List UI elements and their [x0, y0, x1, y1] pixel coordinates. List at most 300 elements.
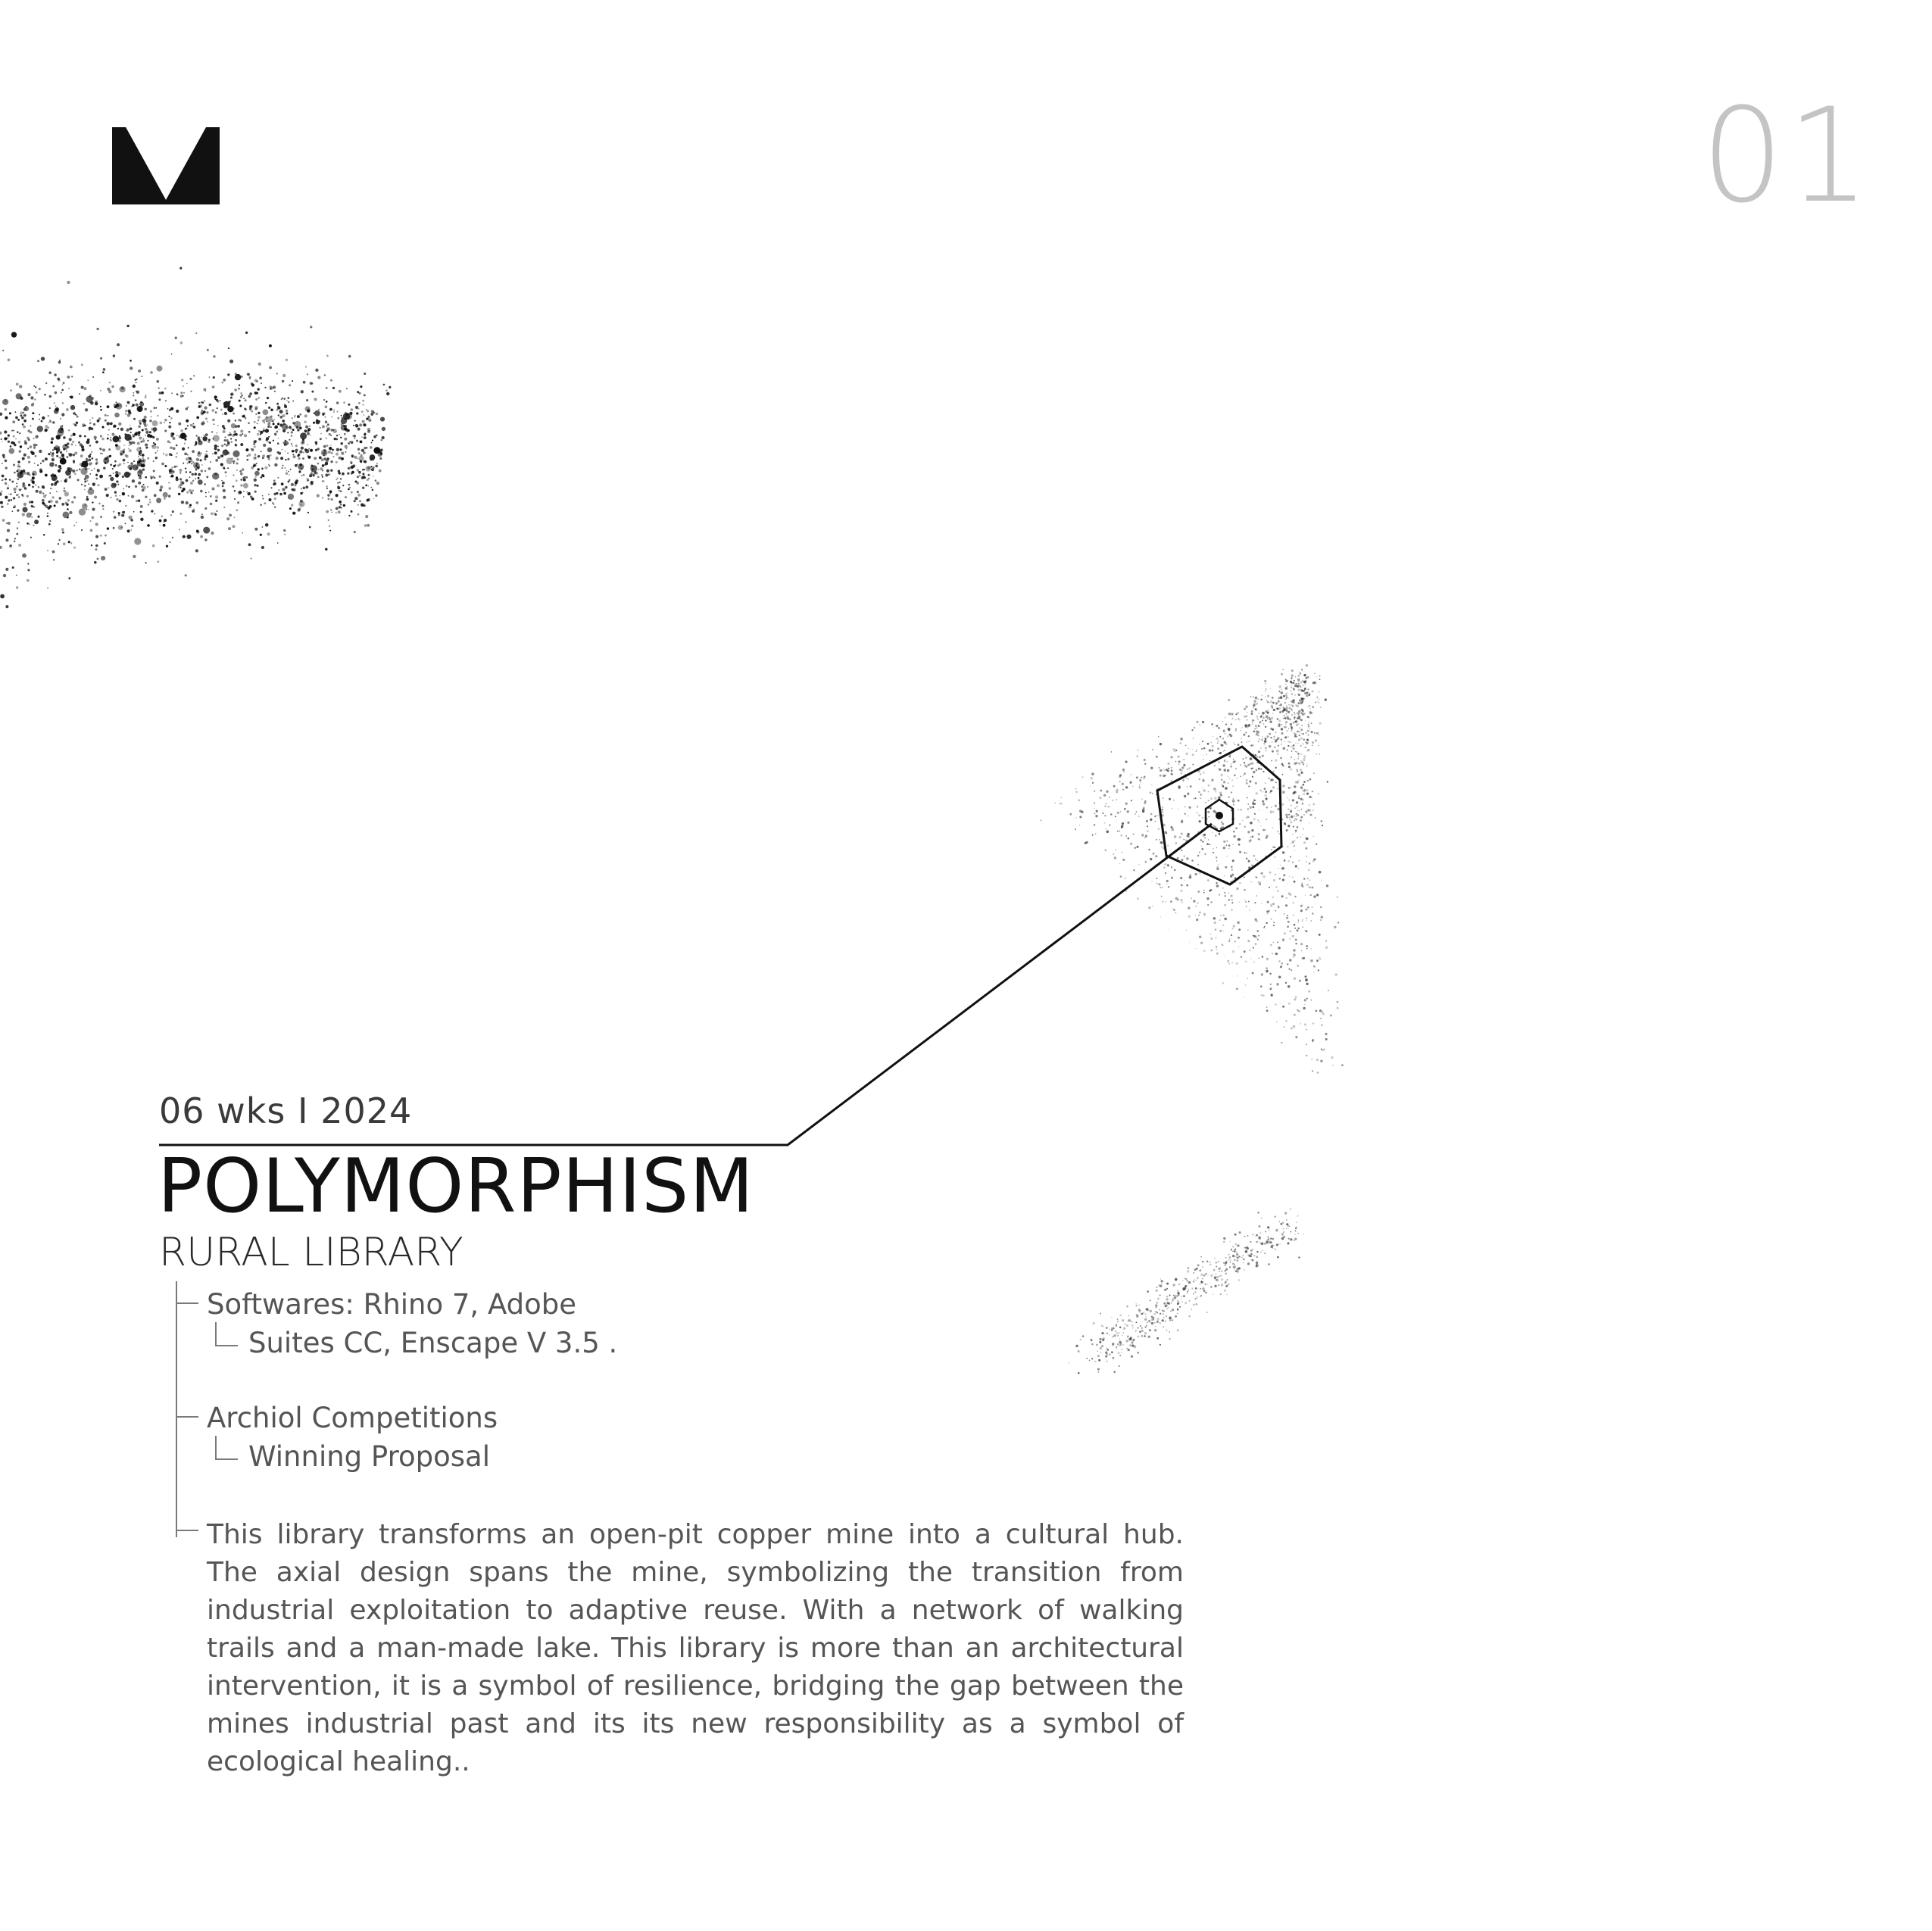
particle: [276, 431, 279, 433]
particle: [356, 412, 358, 414]
particle: [180, 395, 183, 398]
particle: [339, 390, 342, 393]
particle: [127, 413, 130, 416]
particle: [140, 511, 142, 513]
particle: [5, 401, 7, 402]
particle: [1315, 740, 1317, 742]
particle: [1282, 765, 1284, 766]
particle: [105, 420, 107, 422]
particle: [200, 490, 203, 493]
particle: [118, 423, 121, 426]
particle: [48, 422, 50, 423]
particle: [1223, 786, 1224, 787]
particle: [95, 548, 98, 551]
particle: [1187, 1291, 1188, 1293]
particle: [187, 463, 189, 464]
particle: [1177, 1309, 1178, 1310]
particle: [1293, 915, 1294, 916]
particle: [176, 478, 179, 481]
particle: [1311, 722, 1312, 724]
particle: [1119, 1345, 1120, 1346]
particle: [1276, 1229, 1278, 1231]
particle: [52, 385, 55, 388]
particle: [1273, 922, 1275, 923]
particle: [203, 421, 204, 423]
particle: [1119, 1338, 1120, 1340]
particle: [263, 409, 269, 415]
particle: [1110, 813, 1112, 815]
particle: [89, 520, 91, 522]
particle: [1185, 753, 1188, 756]
particle: [1279, 705, 1280, 706]
particle: [19, 432, 20, 434]
particle: [292, 445, 293, 447]
particle: [201, 516, 204, 519]
particle: [1312, 713, 1313, 714]
particle: [1226, 1294, 1227, 1295]
particle: [1154, 1329, 1157, 1332]
particle: [20, 415, 23, 417]
particle: [1156, 839, 1157, 841]
particle: [214, 451, 217, 454]
particle: [342, 485, 344, 486]
particle: [1094, 808, 1095, 810]
particle: [1188, 1289, 1189, 1290]
particle: [1251, 768, 1253, 769]
particle: [79, 435, 81, 437]
particle: [212, 453, 214, 454]
particle: [121, 386, 124, 389]
particle: [133, 464, 139, 470]
particle: [1313, 858, 1316, 860]
particle: [306, 399, 308, 401]
particle: [1264, 794, 1266, 797]
particle: [320, 438, 322, 440]
particle: [1239, 1231, 1241, 1234]
particle: [8, 435, 10, 437]
particle: [1203, 892, 1205, 894]
particle: [1267, 735, 1269, 738]
particle: [233, 430, 236, 433]
particle: [42, 487, 45, 489]
particle: [1321, 1011, 1324, 1014]
particle: [1275, 760, 1277, 762]
particle: [89, 454, 91, 455]
particle: [1308, 990, 1310, 993]
particle: [375, 465, 378, 468]
particle: [186, 491, 189, 494]
particle: [1075, 788, 1076, 789]
particle: [181, 379, 183, 381]
particle: [291, 435, 292, 436]
particle: [1281, 763, 1284, 766]
particle: [1296, 736, 1297, 738]
particle: [4, 437, 7, 440]
particle: [198, 402, 201, 404]
particle: [1324, 1049, 1325, 1050]
particle: [1156, 1337, 1159, 1340]
particle: [254, 471, 260, 476]
particle: [1299, 860, 1300, 862]
particle: [1239, 882, 1241, 884]
particle: [349, 412, 352, 415]
particle: [224, 439, 226, 441]
particle: [354, 438, 356, 439]
particle: [1223, 1241, 1225, 1243]
particle: [1270, 737, 1272, 738]
particle: [1160, 775, 1162, 777]
particle: [155, 452, 157, 454]
particle: [1314, 682, 1316, 685]
particle: [343, 401, 345, 404]
particle: [234, 388, 236, 391]
particle: [1269, 973, 1271, 975]
particle: [1281, 962, 1283, 965]
particle: [279, 416, 282, 419]
particle: [1300, 816, 1303, 819]
particle: [201, 469, 203, 472]
particle: [17, 464, 19, 466]
particle: [1294, 1240, 1295, 1241]
particle: [1318, 691, 1319, 693]
particle: [51, 438, 54, 441]
particle: [1286, 816, 1288, 819]
particle: [1286, 1228, 1287, 1230]
particle: [1181, 859, 1184, 861]
particle: [316, 420, 318, 422]
particle: [1278, 878, 1281, 880]
particle: [1293, 902, 1294, 903]
particle: [128, 486, 130, 488]
particle: [1280, 865, 1281, 866]
particle: [1159, 839, 1160, 841]
particle: [113, 435, 120, 442]
particle: [1298, 685, 1299, 686]
particle: [1277, 788, 1278, 790]
particle: [1298, 694, 1300, 696]
particle: [1169, 1303, 1170, 1305]
particle: [59, 497, 61, 499]
particle: [116, 401, 117, 403]
particle: [257, 433, 260, 436]
particle: [1170, 1311, 1171, 1312]
particle: [1275, 739, 1278, 741]
particle: [1199, 744, 1200, 745]
particle: [1075, 791, 1077, 793]
particle: [130, 425, 131, 426]
particle: [1224, 1237, 1226, 1240]
particle: [329, 526, 330, 527]
particle: [45, 494, 47, 496]
particle: [122, 476, 124, 478]
particle: [351, 454, 354, 457]
particle: [1221, 779, 1222, 781]
particle: [1254, 902, 1256, 903]
particle: [198, 479, 203, 485]
particle: [17, 478, 19, 480]
particle: [359, 501, 361, 503]
particle: [1166, 1330, 1168, 1331]
particle: [1111, 1327, 1113, 1330]
particle: [1235, 1271, 1237, 1272]
particle: [1277, 1256, 1279, 1259]
particle: [168, 416, 170, 417]
particle: [1196, 721, 1198, 723]
particle: [100, 406, 101, 407]
particle: [1312, 691, 1313, 692]
particle: [358, 471, 361, 474]
particle: [322, 497, 323, 498]
particle: [1080, 1339, 1081, 1340]
particle: [64, 448, 66, 449]
particle: [301, 488, 302, 490]
particle: [1232, 879, 1233, 880]
particle: [1319, 722, 1322, 725]
particle: [354, 456, 357, 459]
particle: [1245, 756, 1247, 759]
particle: [1222, 785, 1225, 788]
particle: [1265, 1244, 1266, 1245]
particle: [1181, 833, 1183, 835]
particle: [108, 448, 111, 451]
particle: [203, 388, 206, 392]
particle: [1282, 774, 1284, 775]
particle: [1218, 1261, 1219, 1262]
particle: [97, 469, 100, 472]
particle: [1304, 1023, 1306, 1025]
particle: [1309, 814, 1312, 816]
particle: [299, 427, 302, 430]
particle: [210, 495, 211, 497]
particle: [1285, 694, 1287, 697]
particle: [1236, 1253, 1238, 1256]
particle: [1240, 809, 1242, 811]
particle: [1296, 806, 1297, 807]
particle: [1297, 1215, 1299, 1217]
particle: [147, 524, 150, 527]
particle: [1287, 697, 1289, 699]
particle: [1312, 706, 1314, 708]
particle: [263, 429, 265, 432]
particle: [1283, 747, 1285, 750]
particle: [198, 436, 200, 438]
particle: [168, 482, 170, 484]
particle: [330, 460, 332, 463]
particle: [231, 457, 233, 459]
particle: [88, 455, 91, 458]
particle: [1262, 755, 1264, 757]
particle: [226, 451, 229, 454]
particle: [1160, 769, 1162, 772]
particle: [306, 478, 307, 479]
particle: [1256, 1262, 1258, 1264]
particle: [110, 497, 111, 498]
particle: [1211, 779, 1213, 781]
particle: [5, 466, 8, 469]
particle: [329, 493, 331, 494]
particle: [1144, 759, 1146, 761]
particle: [1121, 1352, 1122, 1353]
particle: [1102, 1339, 1104, 1341]
particle: [1188, 748, 1190, 750]
particle: [1096, 1344, 1098, 1346]
particle: [192, 461, 194, 463]
particle: [139, 423, 142, 425]
particle: [1109, 825, 1110, 826]
particle: [1307, 676, 1309, 679]
particle: [226, 517, 229, 520]
particle: [7, 437, 8, 438]
particle: [212, 385, 215, 388]
particle: [336, 512, 337, 513]
particle: [225, 476, 226, 477]
particle: [1297, 743, 1298, 744]
particle: [184, 443, 186, 445]
project-subtitle: RURAL LIBRARY: [159, 1230, 463, 1275]
particle: [1106, 1333, 1108, 1334]
particle: [1148, 849, 1150, 850]
particle: [33, 473, 35, 476]
particle: [1126, 1306, 1128, 1307]
particle: [1243, 1259, 1245, 1261]
particle: [273, 440, 274, 441]
particle: [1189, 876, 1192, 879]
particle: [1269, 702, 1271, 703]
particle: [1098, 1359, 1100, 1362]
particle: [1283, 715, 1285, 717]
particle: [330, 469, 332, 472]
particle: [1290, 856, 1291, 857]
particle: [1302, 670, 1303, 671]
particle: [1208, 800, 1209, 801]
particle: [329, 447, 332, 450]
particle: [247, 373, 250, 376]
particle: [1176, 1295, 1178, 1297]
particle: [138, 433, 141, 436]
particle: [95, 523, 98, 526]
particle: [1222, 888, 1224, 889]
particle: [1235, 713, 1237, 715]
particle: [185, 521, 186, 523]
particle: [248, 422, 250, 424]
particle: [1204, 837, 1206, 839]
particle: [114, 460, 117, 463]
particle: [1316, 844, 1317, 845]
particle: [1226, 844, 1228, 846]
particle: [1141, 798, 1143, 800]
particle: [157, 446, 159, 448]
particle: [105, 535, 107, 537]
particle: [273, 419, 275, 420]
particle: [271, 487, 273, 488]
particle: [230, 397, 233, 399]
particle: [18, 522, 20, 523]
particle: [294, 489, 296, 491]
particle: [117, 428, 119, 429]
particle: [1228, 847, 1229, 849]
particle: [373, 476, 374, 477]
particle: [1256, 895, 1257, 897]
particle: [1298, 683, 1300, 685]
particle: [1258, 881, 1260, 884]
particle: [1232, 785, 1234, 787]
particle: [51, 453, 53, 454]
particle: [15, 411, 17, 413]
particle: [1136, 1303, 1137, 1304]
particle: [1337, 897, 1338, 898]
particle: [126, 485, 127, 487]
particle: [1211, 750, 1213, 752]
particle: [169, 422, 170, 423]
particle: [1094, 803, 1095, 804]
particle: [180, 392, 183, 394]
particle: [14, 541, 15, 542]
particle: [136, 500, 138, 502]
tree-sub-branch: [215, 1458, 238, 1460]
particle: [313, 422, 315, 424]
particle: [1283, 1228, 1284, 1230]
particle: [168, 426, 171, 429]
particle: [164, 430, 167, 432]
particle: [1158, 736, 1159, 737]
particle: [1226, 1279, 1228, 1281]
particle: [1259, 810, 1260, 811]
particle: [84, 485, 86, 487]
particle: [1233, 761, 1234, 763]
particle: [1238, 800, 1240, 802]
particle: [1199, 851, 1200, 853]
particle: [1196, 1268, 1198, 1270]
particle: [1207, 811, 1209, 813]
particle: [215, 411, 217, 413]
particle: [201, 464, 203, 466]
particle: [322, 469, 323, 471]
particle: [351, 441, 354, 444]
particle: [23, 503, 27, 506]
particle: [1173, 800, 1175, 801]
particle: [1249, 817, 1250, 818]
particle: [11, 499, 12, 501]
particle: [309, 426, 311, 428]
particle: [286, 470, 288, 472]
particle: [164, 419, 167, 421]
particle: [348, 515, 350, 516]
particle: [1261, 1243, 1264, 1246]
particle: [1259, 838, 1260, 840]
particle: [90, 401, 94, 405]
particle: [76, 416, 79, 418]
particle: [41, 357, 45, 360]
particle: [365, 485, 367, 487]
particle: [182, 448, 185, 451]
particle: [94, 496, 97, 499]
particle: [360, 385, 362, 388]
particle: [245, 448, 248, 451]
particle: [1291, 669, 1294, 672]
particle: [1224, 1290, 1226, 1292]
particle: [1202, 817, 1203, 819]
particle: [48, 371, 51, 374]
particle: [1252, 744, 1254, 747]
particle: [42, 416, 45, 420]
particle: [1117, 1335, 1119, 1337]
particle: [345, 496, 347, 498]
particle: [147, 457, 149, 460]
particle: [223, 466, 225, 469]
particle: [1303, 758, 1306, 760]
particle: [117, 343, 120, 346]
particle: [142, 454, 145, 457]
